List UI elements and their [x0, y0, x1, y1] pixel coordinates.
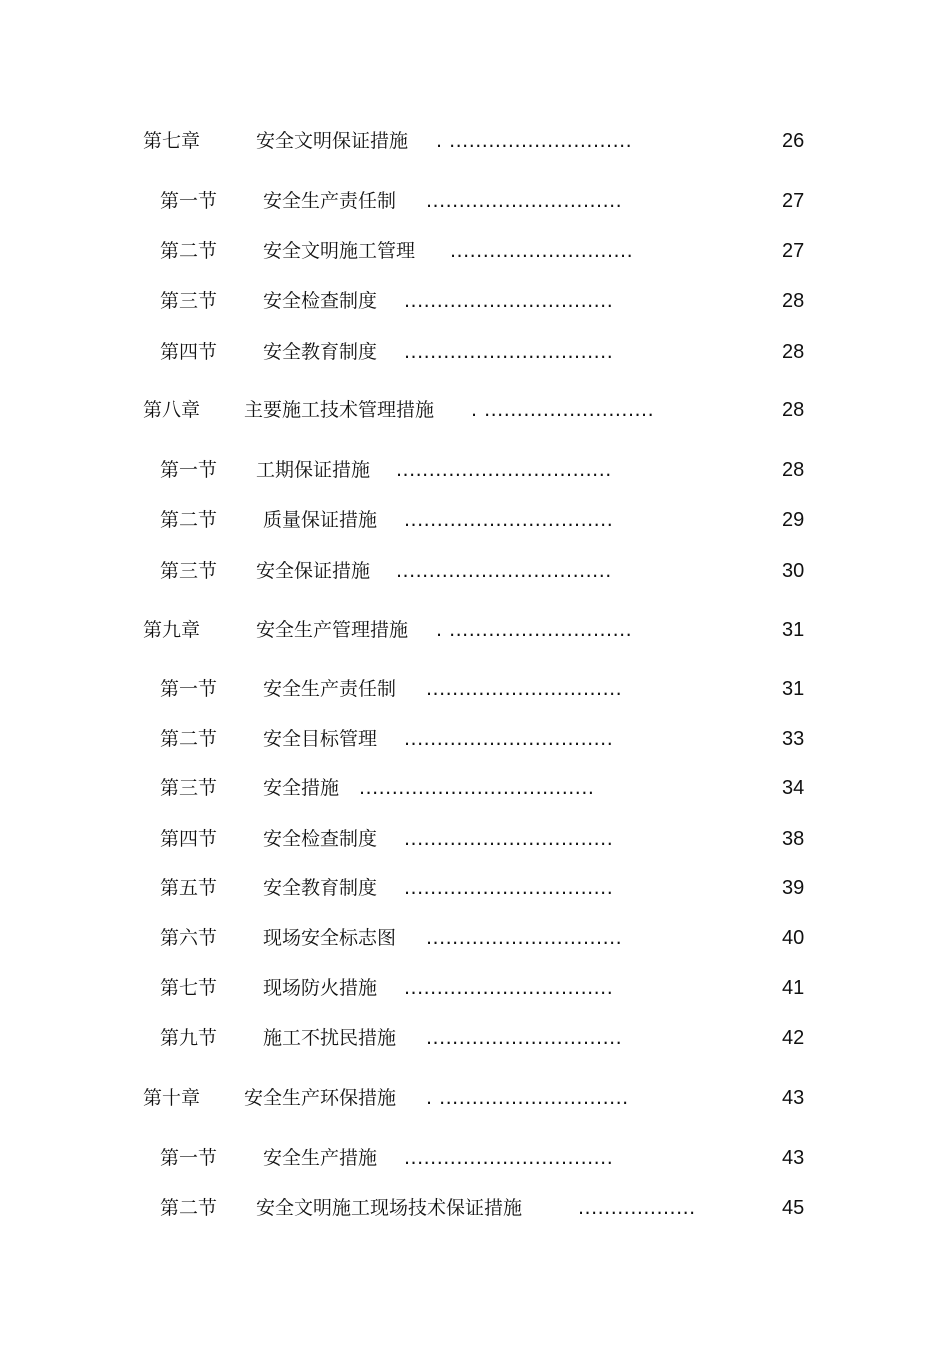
section-title: 安全生产责任制: [263, 678, 397, 700]
toc-section-row[interactable]: [0, 286, 950, 316]
chapter-label: 第八章: [143, 399, 201, 421]
toc-section-row[interactable]: [0, 455, 950, 485]
dot-leader: ..............................: [426, 927, 623, 949]
section-label: 第二节: [160, 1197, 218, 1219]
page-number: 43: [782, 1147, 805, 1169]
section-label: 第一节: [160, 678, 218, 700]
page-number: 28: [782, 459, 805, 481]
dot-leader: . ............................: [436, 130, 633, 152]
section-label: 第一节: [160, 459, 218, 481]
page-number: 26: [782, 130, 805, 152]
toc-section-row[interactable]: [0, 1023, 950, 1053]
section-title: 安全检查制度: [263, 828, 378, 850]
section-label: 第五节: [160, 877, 218, 899]
toc-section-row[interactable]: [0, 973, 950, 1003]
dot-leader: ................................: [404, 509, 614, 531]
section-label: 第四节: [160, 341, 218, 363]
toc-chapter-row[interactable]: [0, 1083, 950, 1113]
page-number: 33: [782, 728, 805, 750]
dot-leader: . ..........................: [471, 399, 655, 421]
section-title: 安全目标管理: [263, 728, 378, 750]
page-number: 42: [782, 1027, 805, 1049]
toc-chapter-row[interactable]: [0, 126, 950, 156]
toc-chapter-row[interactable]: [0, 395, 950, 425]
page-number: 29: [782, 509, 805, 531]
dot-leader: ..............................: [426, 190, 623, 212]
page-number: 41: [782, 977, 805, 999]
toc-section-row[interactable]: [0, 923, 950, 953]
chapter-title: 安全文明保证措施: [256, 130, 409, 152]
section-title: 现场防火措施: [263, 977, 378, 999]
dot-leader: ................................: [404, 877, 614, 899]
dot-leader: . .............................: [426, 1087, 629, 1109]
section-label: 第六节: [160, 927, 218, 949]
section-title: 现场安全标志图: [263, 927, 397, 949]
page-number: 40: [782, 927, 805, 949]
dot-leader: ................................: [404, 290, 614, 312]
section-label: 第七节: [160, 977, 218, 999]
dot-leader: ................................: [404, 828, 614, 850]
dot-leader: . ............................: [436, 619, 633, 641]
toc-section-row[interactable]: [0, 873, 950, 903]
toc-section-row[interactable]: [0, 824, 950, 854]
page-number: 39: [782, 877, 805, 899]
section-label: 第三节: [160, 560, 218, 582]
chapter-title: 主要施工技术管理措施: [244, 399, 435, 421]
section-label: 第二节: [160, 240, 218, 262]
section-label: 第四节: [160, 828, 218, 850]
toc-section-row[interactable]: [0, 236, 950, 266]
section-title: 施工不扰民措施: [263, 1027, 397, 1049]
chapter-label: 第九章: [143, 619, 201, 641]
section-label: 第九节: [160, 1027, 218, 1049]
toc-section-row[interactable]: [0, 674, 950, 704]
section-label: 第一节: [160, 1147, 218, 1169]
toc-section-row[interactable]: [0, 556, 950, 586]
dot-leader: ....................................: [359, 777, 595, 799]
section-title: 安全教育制度: [263, 341, 378, 363]
chapter-label: 第十章: [143, 1087, 201, 1109]
section-label: 第二节: [160, 509, 218, 531]
dot-leader: ............................: [450, 240, 634, 262]
dot-leader: ..................: [578, 1197, 696, 1219]
page-number: 31: [782, 678, 805, 700]
section-title: 安全教育制度: [263, 877, 378, 899]
dot-leader: .................................: [396, 459, 612, 481]
toc-section-row[interactable]: [0, 505, 950, 535]
chapter-title: 安全生产环保措施: [244, 1087, 397, 1109]
toc-section-row[interactable]: [0, 773, 950, 803]
section-label: 第三节: [160, 290, 218, 312]
toc-section-row[interactable]: [0, 724, 950, 754]
section-title: 安全检查制度: [263, 290, 378, 312]
dot-leader: ..............................: [426, 678, 623, 700]
section-title: 安全生产责任制: [263, 190, 397, 212]
toc-section-row[interactable]: [0, 186, 950, 216]
dot-leader: ................................: [404, 1147, 614, 1169]
section-title: 安全文明施工管理: [263, 240, 416, 262]
page-number: 28: [782, 341, 805, 363]
toc-section-row[interactable]: [0, 1143, 950, 1173]
page-number: 27: [782, 190, 805, 212]
dot-leader: .................................: [396, 560, 612, 582]
page-number: 45: [782, 1197, 805, 1219]
page-number: 28: [782, 399, 805, 421]
toc-chapter-row[interactable]: [0, 615, 950, 645]
page-number: 28: [782, 290, 805, 312]
page-number: 34: [782, 777, 805, 799]
section-title: 安全保证措施: [256, 560, 371, 582]
section-title: 安全措施: [263, 777, 340, 799]
toc-section-row[interactable]: [0, 337, 950, 367]
chapter-label: 第七章: [143, 130, 201, 152]
dot-leader: ................................: [404, 341, 614, 363]
dot-leader: ................................: [404, 977, 614, 999]
chapter-title: 安全生产管理措施: [256, 619, 409, 641]
page-number: 30: [782, 560, 805, 582]
page-number: 43: [782, 1087, 805, 1109]
dot-leader: ..............................: [426, 1027, 623, 1049]
section-title: 安全生产措施: [263, 1147, 378, 1169]
page-number: 27: [782, 240, 805, 262]
section-label: 第三节: [160, 777, 218, 799]
toc-section-row[interactable]: [0, 1193, 950, 1223]
section-label: 第二节: [160, 728, 218, 750]
section-label: 第一节: [160, 190, 218, 212]
page-number: 31: [782, 619, 805, 641]
section-title: 安全文明施工现场技术保证措施: [256, 1197, 523, 1219]
dot-leader: ................................: [404, 728, 614, 750]
section-title: 工期保证措施: [256, 459, 371, 481]
section-title: 质量保证措施: [263, 509, 378, 531]
page-number: 38: [782, 828, 805, 850]
